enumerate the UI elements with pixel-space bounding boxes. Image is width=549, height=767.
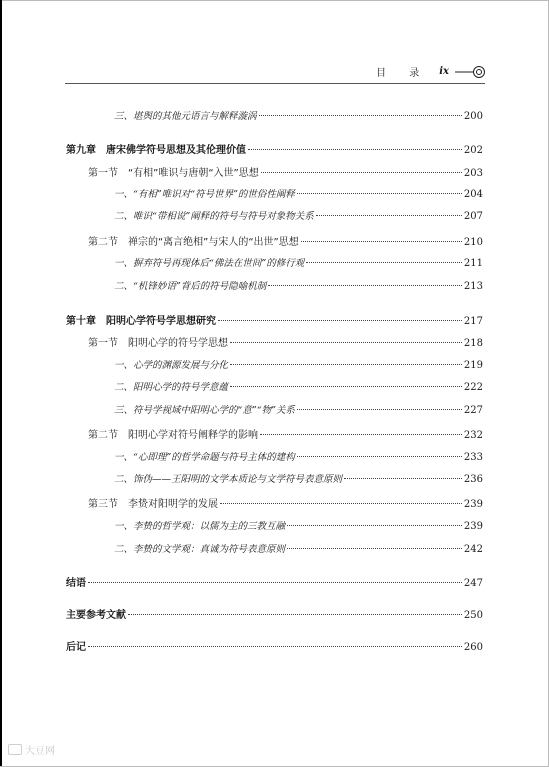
toc-entry [114,357,483,373]
toc-entry-page: 210 [463,237,483,248]
toc-entry [114,379,483,395]
dot-leader [287,548,462,549]
toc-entry-title: 三、符号学视域中阳明心学的“意”“物”关系 [114,405,295,416]
toc-entry-page: 207 [463,211,483,222]
toc-entry-title: 第九章 唐宋佛学符号思想及其伦理价值 [66,145,246,156]
toc-entry [114,108,483,124]
toc-entry-page: 260 [463,642,483,653]
dot-leader [261,172,462,173]
toc-entry [114,541,483,557]
page-border-left [0,0,2,767]
toc-entry [114,449,483,465]
toc-entry-title: 第十章 阳明心学符号学思想研究 [66,316,216,327]
toc-entry-title: 二、“机锋妙语”背后的符号隐喻机制 [114,281,267,292]
dot-leader [230,364,462,365]
toc-entry [88,164,483,180]
running-header [376,64,487,79]
dot-leader [259,115,462,116]
toc-entry-page: 219 [463,360,483,371]
toc-entry-page: 227 [463,405,483,416]
dot-leader [287,525,462,526]
toc-entry [88,334,483,350]
spiral-ornament-icon [455,65,487,79]
toc-entry-title: 三、堪舆的其他元语言与解释漩涡 [114,111,257,122]
toc-entry [88,426,483,442]
toc-entry-title: 第二节 阳明心学对符号阐释学的影响 [88,430,258,441]
dot-leader [260,434,462,435]
toc-entry [66,638,483,654]
toc-entry-title: 一、“心即理”的哲学命题与符号主体的建构 [114,452,295,463]
dot-leader [248,149,462,150]
toc-entry-page: 242 [463,544,483,555]
toc-entry [114,278,483,294]
dot-leader [344,478,462,479]
toc-entry-page: 233 [463,452,483,463]
toc-entry [114,471,483,487]
toc-entry [88,233,483,249]
toc-entry-page: 239 [463,499,483,510]
header-page-number: ix [439,66,449,77]
page-border-top [0,0,549,1]
dot-leader [301,241,462,242]
dot-leader [218,320,462,321]
toc-entry-title: 第一节 “有相”唯识与唐朝“入世”思想 [88,168,259,179]
dot-leader [230,342,462,343]
toc-entry-title: 一、“有相”唯识对“符号世界”的世俗性阐释 [114,189,295,200]
toc-entry-page: 236 [463,474,483,485]
toc-entry-page: 239 [463,521,483,532]
toc-entry-page: 232 [463,430,483,441]
header-rule [65,83,485,84]
toc-entry-page: 204 [463,189,483,200]
toc-entry-page: 211 [463,258,483,269]
toc-entry [66,141,483,157]
toc-entry-page: 222 [463,382,483,393]
toc-entry-page: 200 [463,111,483,122]
toc-entry-title: 主要参考文献 [66,610,126,621]
toc-entry-page: 247 [463,578,483,589]
toc-entry-title: 第一节 阳明心学的符号学思想 [88,338,228,349]
toc-entry-title: 第二节 禅宗的“离言绝相”与宋人的“出世”思想 [88,237,299,248]
toc-entry [66,606,483,622]
toc-entry-title: 二、阳明心学的符号学意蕴 [114,382,229,393]
toc-entry [114,518,483,534]
dot-leader [297,409,462,410]
toc-entry-page: 202 [463,145,483,156]
dot-leader [230,386,462,387]
toc-entry-title: 二、李贽的文学观：真诚为符号表意原则 [114,544,286,555]
dot-leader [316,215,462,216]
toc-entry-title: 第三节 李贽对阳明学的发展 [88,499,218,510]
toc-entry-title: 二、唯识“带相说”阐释的符号与符号对象物关系 [114,211,314,222]
dot-leader [128,614,462,615]
toc-entry-title: 一、李贽的哲学观：以儒为主的三教互融 [114,521,286,532]
toc-entry [114,255,483,271]
dot-leader [306,262,462,263]
header-title: 目 录 [376,68,430,79]
watermark [8,742,55,757]
dot-leader [268,285,462,286]
toc-entry-page: 217 [463,316,483,327]
dot-leader [88,646,462,647]
toc-entry-title: 后记 [66,642,86,653]
toc-entry [88,495,483,511]
toc-entry-title: 一、心学的渊源发展与分化 [114,360,229,371]
toc-entry-title: 一、摒弃符号再现体后“佛法在世间”的修行观 [114,258,305,269]
toc-entry-page: 218 [463,338,483,349]
toc-entry-title: 二、饰伪——王阳明的文学本质论与文学符号表意原则 [114,474,343,485]
watermark-text: 大豆网 [25,746,55,757]
dot-leader [297,456,462,457]
toc-entry [66,574,483,590]
dot-leader [88,582,462,583]
watermark-logo-icon [8,744,22,755]
toc-entry [66,312,483,328]
toc-entry-page: 213 [463,281,483,292]
toc-entry-page: 203 [463,168,483,179]
toc-entry [114,208,483,224]
toc-entry-page: 250 [463,610,483,621]
dot-leader [220,503,462,504]
toc-entry-title: 结语 [66,578,86,589]
toc-entry [114,402,483,418]
toc-entry [114,186,483,202]
dot-leader [297,193,462,194]
